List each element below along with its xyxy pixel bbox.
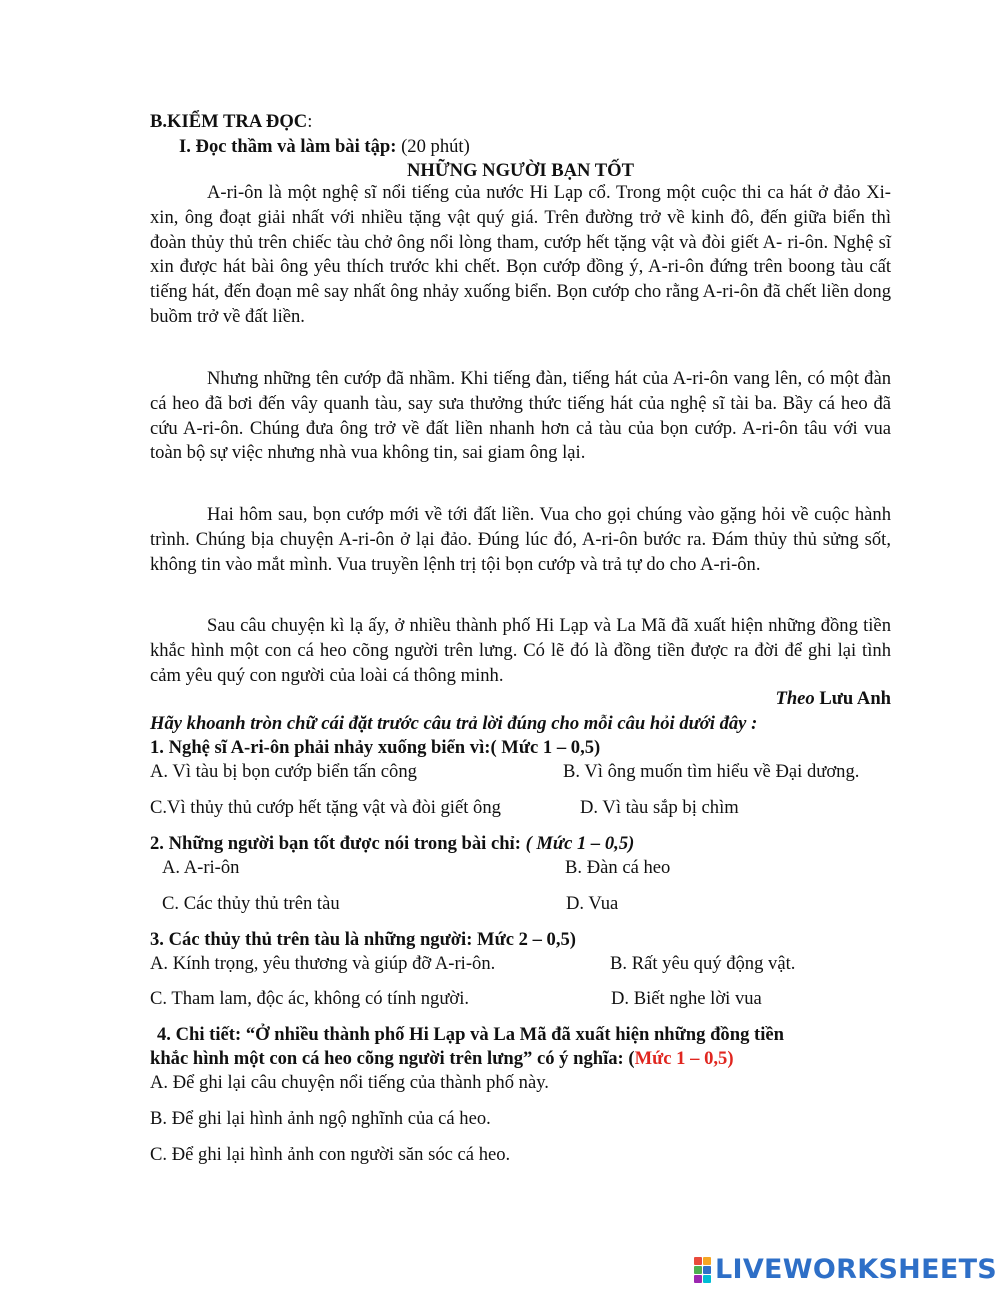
- section-title: B.KIỂM TRA ĐỌC: [150, 111, 308, 132]
- question-4-level: Mức 1 – 0,5): [634, 1048, 734, 1069]
- q2-option-b[interactable]: B. Đàn cá heo: [565, 857, 671, 878]
- q3-option-c[interactable]: C. Tham lam, độc ác, không có tính người.: [150, 988, 470, 1009]
- question-4-text: khắc hình một con cá heo cõng người trên lưng” có ý nghĩa: (: [150, 1048, 635, 1069]
- story-paragraph-2: Nhưng những tên cướp đã nhầm. Khi tiếng đàn, tiếng hát của A-ri-ôn vang lên, có một đàn cá heo đã bơi đến vây quanh tàu, say sưa thưởng thức tiếng hát của nghệ sĩ tài ba. Bầy cá heo đã cứu A-ri-ôn. Chúng đưa ông trở về đất liền nhanh hơn cả tàu của bọn cướp. A-ri-ôn tâu với vua toàn bộ sự việc nhưng nhà vua không tin, sai giam ông lại.: [150, 368, 891, 464]
- liveworksheets-text: LIVEWORKSHEETS: [715, 1254, 998, 1285]
- q2-option-c[interactable]: C. Các thủy thủ trên tàu: [162, 893, 340, 914]
- q3-option-a[interactable]: A. Kính trọng, yêu thương và giúp đỡ A-ri-ôn.: [150, 953, 496, 974]
- q2-option-d[interactable]: D. Vua: [566, 893, 619, 914]
- section-heading: [150, 110, 312, 134]
- part-heading: [179, 135, 470, 159]
- question-3: 3. Các thủy thủ trên tàu là những người: Mức 2 – 0,5): [150, 929, 576, 950]
- logo-block-icon: [703, 1257, 711, 1265]
- q3-option-d[interactable]: D. Biết nghe lời vua: [611, 988, 762, 1009]
- logo-block-icon: [703, 1275, 711, 1283]
- q2-option-a[interactable]: A. A-ri-ôn: [162, 857, 240, 878]
- source-prefix: Theo: [775, 688, 815, 709]
- logo-block-icon: [694, 1266, 702, 1274]
- q3-option-b[interactable]: B. Rất yêu quý động vật.: [610, 953, 796, 974]
- q1-option-a[interactable]: A. Vì tàu bị bọn cướp biển tấn công: [150, 761, 417, 782]
- story-paragraph-1: A-ri-ôn là một nghệ sĩ nổi tiếng của nước Hi Lạp cổ. Trong một cuộc thi ca hát ở đảo Xi- xin, ông đoạt giải nhất với nhiều tặng vật quý giá. Trên đường trở về kinh đô, đến giữa biển thì đoàn thủy thủ trên chiếc tàu chở ông nổi lòng tham, cướp hết tặng vật và đòi giết A- ri-ôn. Nghệ sĩ xin được hát bài ông yêu thích trước khi chết. Bọn cướp đồng ý, A-ri-ôn đứng trên boong tàu cất tiếng hát, đến đoạn mê say nhất ông nhảy xuống biển. Bọn cướp cho rằng A-ri-ôn đã chết liền dong buồm trở về đất liền.: [150, 182, 891, 327]
- story-paragraph-4: Sau câu chuyện kì lạ ấy, ở nhiều thành phố Hi Lạp và La Mã đã xuất hiện những đồng tiền khắc hình một con cá heo cõng người trên lưng. Có lẽ đó là đồng tiền được ra đời để ghi lại tình cảm yêu quý con người của loài cá thông minh.: [150, 615, 891, 686]
- question-2-level: ( Mức 1 – 0,5): [525, 833, 635, 854]
- q1-option-b[interactable]: B. Vì ông muốn tìm hiểu về Đại dương.: [563, 761, 860, 782]
- liveworksheets-logo-icon: [694, 1257, 711, 1283]
- liveworksheets-logo: [694, 1256, 997, 1284]
- q1-option-c[interactable]: C.Vì thủy thủ cướp hết tặng vật và đòi giết ông: [150, 797, 501, 818]
- question-4-line-2: [150, 1047, 734, 1071]
- q4-option-a[interactable]: A. Để ghi lại câu chuyện nổi tiếng của thành phố này.: [150, 1072, 549, 1093]
- question-2-text: 2. Những người bạn tốt được nói trong bài chỉ:: [150, 833, 526, 854]
- logo-block-icon: [703, 1266, 711, 1274]
- story-paragraph-3: Hai hôm sau, bọn cướp mới về tới đất liền. Vua cho gọi chúng vào gặng hỏi về cuộc hành trình. Chúng bịa chuyện A-ri-ôn ở lại đảo. Đúng lúc đó, A-ri-ôn bước ra. Đám thủy thủ sửng sốt, không tin vào mắt mình. Vua truyền lệnh trị tội bọn cướp và trả tự do cho A-ri-ôn.: [150, 504, 891, 575]
- q4-option-c[interactable]: C. Để ghi lại hình ảnh con người săn sóc cá heo.: [150, 1144, 511, 1165]
- story-title: NHỮNG NGƯỜI BẠN TỐT: [406, 160, 635, 181]
- q4-option-b[interactable]: B. Để ghi lại hình ảnh ngộ nghĩnh của cá heo.: [150, 1108, 491, 1129]
- section-colon: :: [307, 111, 313, 132]
- instruction: Hãy khoanh tròn chữ cái đặt trước câu trả lời đúng cho mỗi câu hỏi dưới đây :: [150, 713, 758, 734]
- logo-block-icon: [694, 1257, 702, 1265]
- logo-block-icon: [694, 1275, 702, 1283]
- part-label: I. Đọc thầm và làm bài tập:: [179, 136, 397, 157]
- part-time: (20 phút): [396, 136, 470, 157]
- source-author: Lưu Anh: [814, 688, 891, 709]
- question-1: 1. Nghệ sĩ A-ri-ôn phải nhảy xuống biển vì:( Mức 1 – 0,5): [150, 737, 601, 758]
- q1-option-d[interactable]: D. Vì tàu sắp bị chìm: [580, 797, 739, 818]
- story-source: [150, 687, 891, 711]
- question-2: [150, 832, 634, 856]
- question-4-line-1: 4. Chi tiết: “Ở nhiều thành phố Hi Lạp và La Mã đã xuất hiện những đồng tiền: [157, 1024, 784, 1045]
